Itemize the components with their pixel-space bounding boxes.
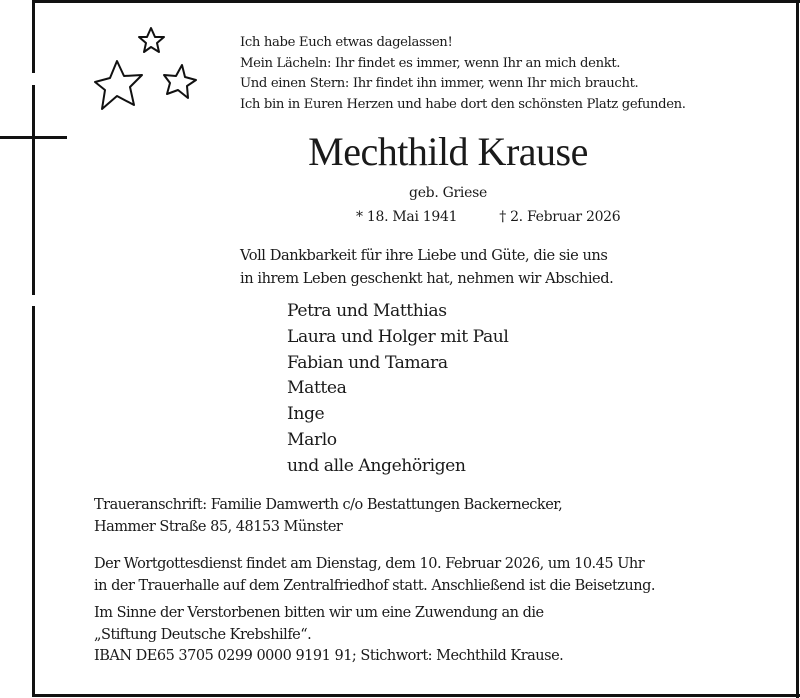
- poem-line: Und einen Stern: Ihr findet ihn immer, wenn Ihr mich braucht.: [240, 76, 639, 91]
- intro-line: in ihrem Leben geschenkt hat, nehmen wir Abschied.: [240, 269, 614, 287]
- mourner: Laura und Holger mit Paul: [287, 326, 509, 347]
- service-line: Der Wortgottesdienst findet am Dienstag, dem 10. Februar 2026, um 10.45 Uhr: [94, 556, 645, 572]
- life-dates: [356, 207, 620, 227]
- intro-text: [240, 245, 613, 290]
- mourning-address: [94, 494, 562, 538]
- mourner: Marlo: [287, 429, 337, 450]
- mourner: Mattea: [287, 378, 347, 399]
- poem-line: Mein Lächeln: Ihr findet es immer, wenn Ihr an mich denkt.: [240, 55, 621, 71]
- poem-line: Ich bin in Euren Herzen und habe dort den schönsten Platz gefunden.: [240, 96, 686, 112]
- birth-date: * 18. Mai 1941: [356, 209, 458, 225]
- frame-right-border: [796, 0, 799, 698]
- donation-line: Im Sinne der Verstorbenen bitten wir um eine Zuwendung an die: [94, 605, 544, 621]
- frame-bottom-border: [33, 694, 800, 697]
- poem: [240, 33, 686, 115]
- mourner: Petra und Matthias: [287, 301, 447, 321]
- donation-line: „Stiftung Deutsche Krebshilfe“.: [94, 626, 312, 643]
- stars-icon: [90, 25, 205, 115]
- address-line: Traueranschrift: Familie Damwerth c/o Bestattungen Backernecker,: [94, 497, 563, 513]
- service-info: [94, 553, 655, 597]
- death-date: † 2. Februar 2026: [499, 209, 621, 225]
- birth-name: geb. Griese: [409, 185, 487, 201]
- frame-left-border-lower: [32, 306, 35, 697]
- mourners-list: [287, 299, 508, 480]
- mourner: und alle Angehörigen: [287, 455, 466, 476]
- deceased-name: Mechthild Krause: [308, 129, 588, 174]
- intro-line: Voll Dankbarkeit für ihre Liebe und Güte, die sie uns: [240, 247, 608, 264]
- address-line: Hammer Straße 85, 48153 Münster: [94, 519, 343, 535]
- frame-left-border-upper: [32, 0, 35, 73]
- medium-star-icon: [164, 65, 196, 98]
- mourner: Inge: [287, 404, 325, 425]
- poem-line: Ich habe Euch etwas dagelassen!: [240, 35, 453, 50]
- service-line: in der Trauerhalle auf dem Zentralfriedhof statt. Anschließend ist die Beisetzung.: [94, 578, 655, 594]
- large-star-icon: [95, 61, 142, 109]
- frame-top-border: [33, 0, 800, 3]
- mourner: Fabian und Tamara: [287, 352, 448, 373]
- donation-line: IBAN DE65 3705 0299 0000 9191 91; Stichwort: Mechthild Krause.: [94, 648, 564, 664]
- small-star-icon: [139, 28, 164, 52]
- donation-info: [94, 603, 563, 668]
